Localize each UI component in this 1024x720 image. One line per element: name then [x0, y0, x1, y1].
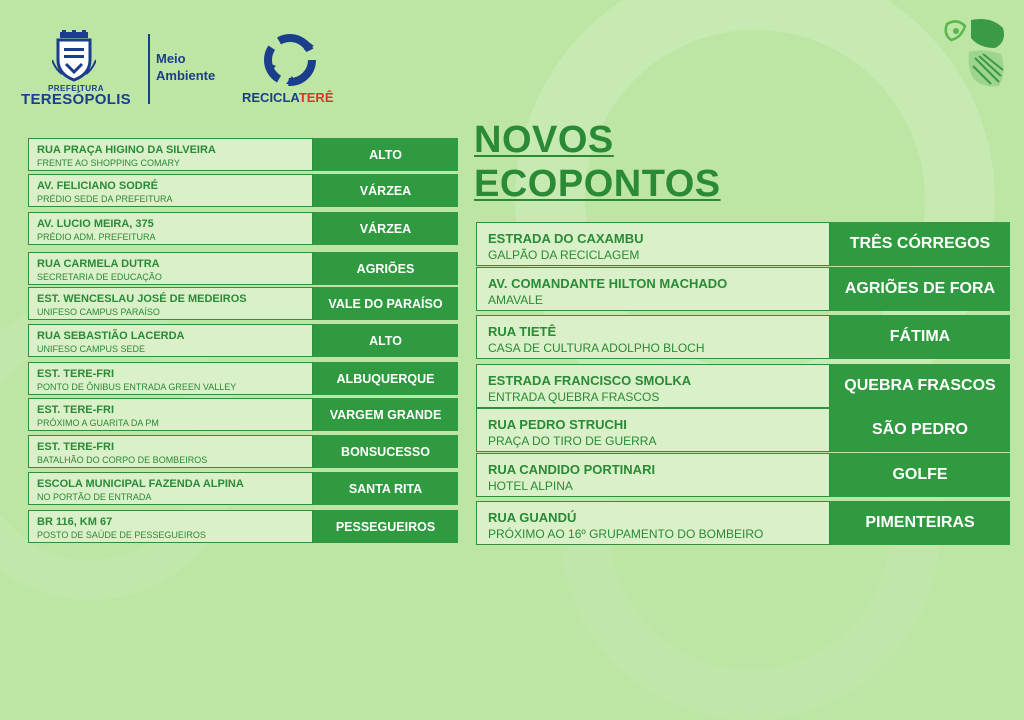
neighborhood-cell: TRÊS CÓRREGOS: [830, 222, 1010, 266]
address-cell: [28, 362, 313, 395]
department-name: [156, 50, 236, 84]
address-cell: [28, 287, 313, 320]
address-cell: [28, 138, 313, 171]
street-name: ESTRADA DO CAXAMBU: [488, 231, 644, 246]
street-reference: PRAÇA DO TIRO DE GUERRA: [488, 434, 657, 448]
table-row: [476, 364, 1010, 408]
street-reference: BATALHÃO DO CORPO DE BOMBEIROS: [37, 455, 208, 465]
street-name: BR 116, KM 67: [37, 516, 113, 528]
address-cell: [28, 510, 313, 543]
street-reference: ENTRADA QUEBRA FRASCOS: [488, 390, 660, 404]
neighborhood-cell: PESSEGUEIROS: [313, 510, 458, 543]
neighborhood-cell: AGRIÕES DE FORA: [830, 267, 1010, 311]
address-cell: [28, 435, 313, 468]
address-cell: [476, 315, 830, 359]
street-reference: NO PORTÃO DE ENTRADA: [37, 492, 152, 502]
street-reference: AMAVALE: [488, 293, 543, 307]
street-reference: PRÉDIO ADM. PREFEITURA: [37, 232, 156, 242]
neighborhood-cell: BONSUCESSO: [313, 435, 458, 468]
table-row: [28, 138, 458, 171]
table-row: [28, 212, 458, 245]
neighborhood-cell: QUEBRA FRASCOS: [830, 364, 1010, 408]
street-reference: FRENTE AO SHOPPING COMARY: [37, 158, 180, 168]
address-cell: [476, 453, 830, 497]
table-row: [28, 287, 458, 320]
street-name: RUA PRAÇA HIGINO DA SILVEIRA: [37, 144, 216, 156]
table-row: [28, 398, 458, 431]
street-reference: PRÓXIMO AO 16º GRUPAMENTO DO BOMBEIRO: [488, 527, 764, 541]
table-row: [476, 222, 1010, 266]
table-row: [28, 324, 458, 357]
table-row: [28, 510, 458, 543]
address-cell: [28, 472, 313, 505]
street-name: RUA GUANDÚ: [488, 510, 577, 525]
address-cell: [476, 501, 830, 545]
street-name: ESCOLA MUNICIPAL FAZENDA ALPINA: [37, 478, 244, 490]
department-line1: Meio: [156, 51, 186, 66]
street-reference: HOTEL ALPINA: [488, 479, 573, 493]
recicla-tere-logo: [242, 90, 333, 105]
address-cell: [476, 267, 830, 311]
table-row: [476, 267, 1010, 311]
table-row: [28, 435, 458, 468]
address-cell: [28, 252, 313, 285]
neighborhood-cell: VÁRZEA: [313, 212, 458, 245]
city-name: TERESÓPOLIS: [21, 91, 131, 108]
table-row: [28, 362, 458, 395]
recycle-icon: [262, 32, 318, 88]
table-row: [28, 252, 458, 285]
street-name: RUA PEDRO STRUCHI: [488, 417, 627, 432]
street-reference: POSTO DE SAÚDE DE PESSEGUEIROS: [37, 530, 206, 540]
address-cell: [476, 364, 830, 408]
page-title: [474, 118, 721, 206]
street-reference: PRÓXIMO A GUARITA DA PM: [37, 418, 159, 428]
prefeitura-label: PREFEITURA: [47, 84, 105, 93]
street-reference: SECRETARIA DE EDUCAÇÃO: [37, 272, 162, 282]
table-row: [476, 501, 1010, 545]
address-cell: [476, 222, 830, 266]
neighborhood-cell: SANTA RITA: [313, 472, 458, 505]
table-row: [476, 453, 1010, 497]
neighborhood-cell: FÁTIMA: [830, 315, 1010, 359]
table-row: [476, 315, 1010, 359]
neighborhood-cell: VALE DO PARAÍSO: [313, 287, 458, 320]
street-name: RUA CANDIDO PORTINARI: [488, 462, 656, 477]
street-reference: PONTO DE ÔNIBUS ENTRADA GREEN VALLEY: [37, 382, 237, 392]
street-reference: CASA DE CULTURA ADOLPHO BLOCH: [488, 341, 705, 355]
neighborhood-cell: ALBUQUERQUE: [313, 362, 458, 395]
address-cell: [28, 212, 313, 245]
title-line1: NOVOS: [474, 119, 614, 161]
neighborhood-cell: SÃO PEDRO: [830, 408, 1010, 452]
neighborhood-cell: GOLFE: [830, 453, 1010, 497]
address-cell: [28, 398, 313, 431]
street-name: RUA TIETÊ: [488, 324, 557, 339]
street-name: RUA SEBASTIÃO LACERDA: [37, 330, 185, 342]
city-crest-icon: [52, 30, 96, 82]
recicla-prefix: RECICLA: [242, 90, 299, 105]
street-name: AV. COMANDANTE HILTON MACHADO: [488, 276, 728, 291]
neighborhood-cell: VARGEM GRANDE: [313, 398, 458, 431]
table-row: [476, 408, 1010, 452]
neighborhood-cell: VÁRZEA: [313, 174, 458, 207]
leaf-logo-icon: [943, 18, 1009, 90]
street-reference: PRÉDIO SEDE DA PREFEITURA: [37, 194, 173, 204]
neighborhood-cell: PIMENTEIRAS: [830, 501, 1010, 545]
recicla-suffix: TERÊ: [298, 90, 334, 105]
street-reference: UNIFESO CAMPUS PARAÍSO: [37, 307, 160, 317]
table-row: [28, 174, 458, 207]
neighborhood-cell: AGRIÕES: [313, 252, 458, 285]
street-name: EST. TERE-FRI: [37, 368, 115, 380]
street-name: RUA CARMELA DUTRA: [37, 258, 160, 270]
street-reference: GALPÃO DA RECICLAGEM: [488, 248, 640, 262]
address-cell: [28, 324, 313, 357]
street-name: EST. TERE-FRI: [37, 404, 115, 416]
street-name: AV. FELICIANO SODRÉ: [37, 180, 159, 192]
street-name: ESTRADA FRANCISCO SMOLKA: [488, 373, 692, 388]
street-name: AV. LUCIO MEIRA, 375: [37, 218, 154, 230]
table-row: [28, 472, 458, 505]
neighborhood-cell: ALTO: [313, 324, 458, 357]
address-cell: [476, 408, 830, 452]
header-divider: [148, 34, 150, 104]
neighborhood-cell: ALTO: [313, 138, 458, 171]
department-line2: Ambiente: [156, 68, 216, 83]
street-name: EST. TERE-FRI: [37, 441, 115, 453]
street-reference: UNIFESO CAMPUS SEDE: [37, 344, 146, 354]
address-cell: [28, 174, 313, 207]
title-line2: ECOPONTOS: [474, 163, 721, 205]
street-name: EST. WENCESLAU JOSÉ DE MEDEIROS: [37, 293, 247, 305]
